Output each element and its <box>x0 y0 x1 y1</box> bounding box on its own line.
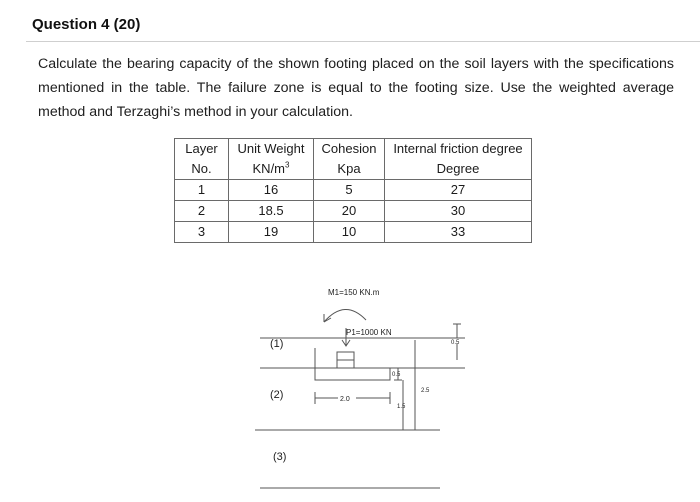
footing-diagram <box>240 280 470 495</box>
cell-unit-weight: 16 <box>229 180 314 201</box>
header-friction: Internal friction degree <box>385 139 532 160</box>
footing-slab <box>315 368 390 380</box>
soil-properties-table <box>174 138 532 243</box>
moment-label: M1=150 KN.m <box>328 288 380 297</box>
header-layer: Layer <box>175 139 229 160</box>
layer-1-label: (1) <box>270 338 284 350</box>
load-label: P1=1000 KN <box>346 328 392 337</box>
question-title: Question 4 (20) <box>32 16 141 33</box>
question-text: Calculate the bearing capacity of the shown footing placed on the soil layers with the specifications mentioned in the table. The failure zone is equal to the footing size. Use the weighted average method and Terzaghi’s method in your calculation. <box>38 56 674 120</box>
cell-unit-weight: 18.5 <box>229 201 314 222</box>
table-row <box>175 201 532 222</box>
cell-friction: 27 <box>385 180 532 201</box>
subheader-cohesion: Kpa <box>314 159 385 180</box>
cell-friction: 33 <box>385 222 532 243</box>
table-subheader-row <box>175 159 532 180</box>
unit-weight-exponent: 3 <box>285 160 290 170</box>
header-unit-weight: Unit Weight <box>229 139 314 160</box>
table-row <box>175 222 532 243</box>
cell-unit-weight: 19 <box>229 222 314 243</box>
cell-friction: 30 <box>385 201 532 222</box>
layer-3-label: (3) <box>273 451 287 463</box>
cell-cohesion: 5 <box>314 180 385 201</box>
cell-layer: 1 <box>175 180 229 201</box>
dim-depth-label: 2.5 <box>421 388 430 394</box>
moment-arc <box>324 309 366 322</box>
layer-2-label: (2) <box>270 389 284 401</box>
header-cohesion: Cohesion <box>314 139 385 160</box>
unit-weight-unit: KN/m <box>252 161 286 176</box>
dim-lower-label: 1.5 <box>397 404 406 410</box>
dim-top-label: 0.5 <box>451 340 460 346</box>
subheader-unit-weight <box>229 159 314 180</box>
cell-layer: 2 <box>175 201 229 222</box>
cell-cohesion: 10 <box>314 222 385 243</box>
cell-cohesion: 20 <box>314 201 385 222</box>
cell-layer: 3 <box>175 222 229 243</box>
table-header-row <box>175 139 532 160</box>
title-divider <box>26 41 700 42</box>
dim-width-label: 2.0 <box>340 396 350 403</box>
dim-footing-label: 0.5 <box>392 372 401 378</box>
subheader-no: No. <box>175 159 229 180</box>
subheader-degree: Degree <box>385 159 532 180</box>
table-row <box>175 180 532 201</box>
